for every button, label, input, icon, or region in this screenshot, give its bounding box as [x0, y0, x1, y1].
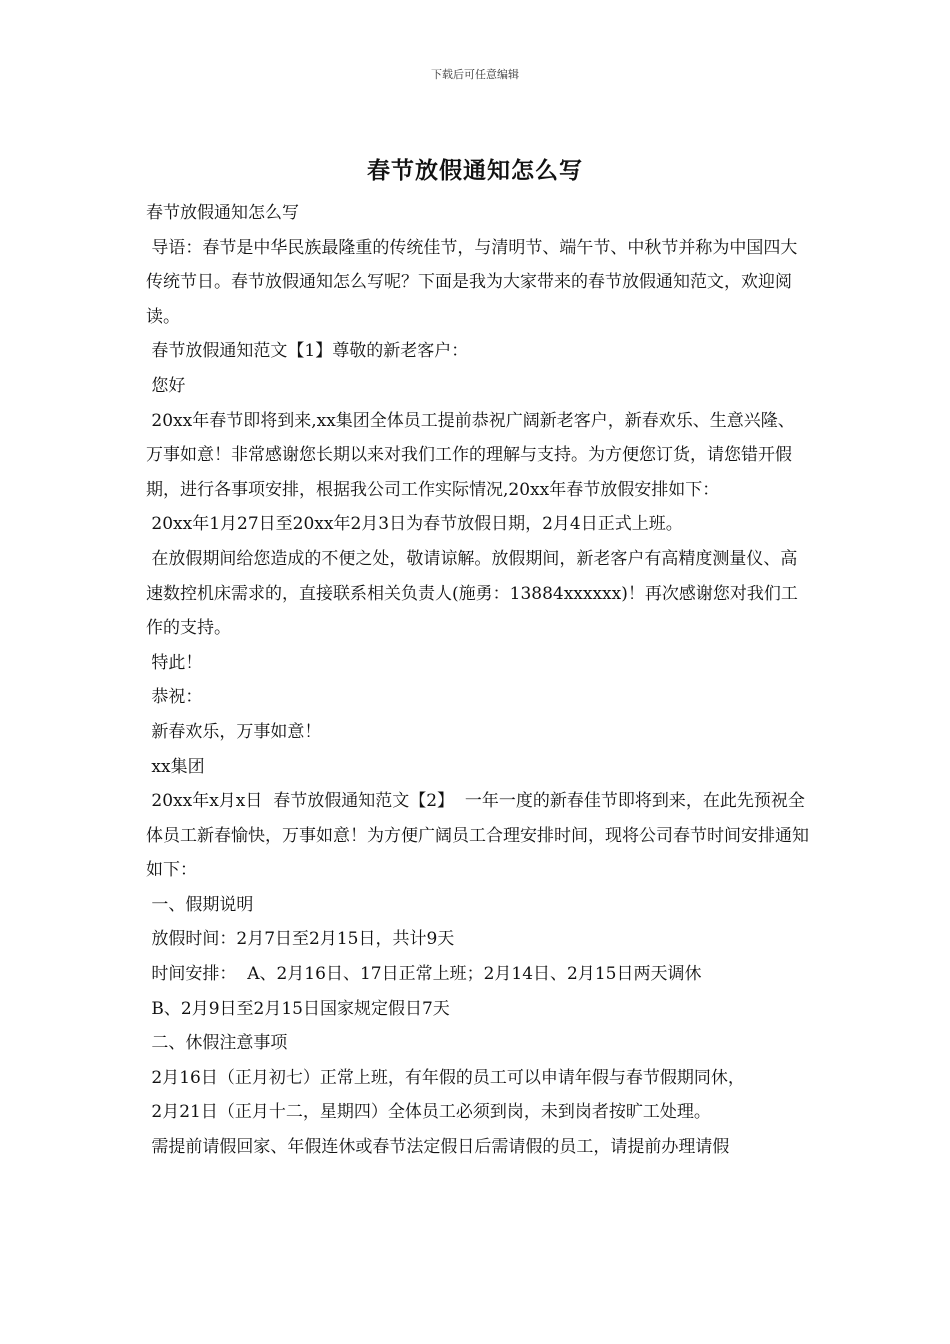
- paragraph: 春节放假通知范文【1】尊敬的新老客户：: [146, 341, 469, 362]
- paragraph: 放假时间：2月7日至2月15日，共计9天: [146, 929, 455, 950]
- paragraph: 20xx年1月27日至20xx年2月3日为春节放假日期，2月4日正式上班。: [146, 514, 683, 535]
- paragraph: xx集团: [146, 756, 205, 777]
- paragraph: 时间安排： A、2月16日、17日正常上班；2月14日、2月15日两天调休: [146, 964, 702, 985]
- paragraph: 二、休假注意事项: [146, 1033, 288, 1054]
- paragraph: 春节放假通知怎么写: [146, 203, 299, 223]
- paragraph: 导语：春节是中华民族最隆重的传统佳节，与清明节、端午节、中秋节并称为中国四大传统节日。春节放假通知怎么写呢？下面是我为大家带来的春节放假通知范文，欢迎阅读。: [146, 237, 798, 327]
- document-title: 春节放假通知怎么写: [367, 157, 583, 184]
- paragraph: 新春欢乐，万事如意！: [146, 721, 322, 742]
- paragraph: 2月21日（正月十二，星期四）全体员工必须到岗，未到岗者按旷工处理。: [146, 1102, 711, 1123]
- paragraph: 20xx年春节即将到来,xx集团全体员工提前恭祝广阔新老客户，新春欢乐、生意兴隆、万事如意！非常感谢您长期以来对我们工作的理解与支持。为方便您订货，请您错开假期，进行各事项安排，根据我公司工作实际情况,20xx年春节放假安排如下：: [146, 410, 795, 500]
- paragraph: 特此！: [146, 652, 203, 673]
- download-note: 下载后可任意编辑: [431, 68, 519, 81]
- paragraph: 恭祝：: [146, 687, 203, 708]
- paragraph: 20xx年x月x日 春节放假通知范文【2】 一年一度的新春佳节即将到来，在此先预祝全体员工新春愉快，万事如意！为方便广阔员工合理安排时间，现将公司春节时间安排通知如下：: [146, 791, 809, 881]
- paragraph: B、2月9日至2月15日国家规定假日7天: [146, 998, 450, 1019]
- paragraph: 一、假期说明: [146, 894, 254, 915]
- paragraph: 您好: [146, 375, 186, 396]
- paragraph: 在放假期间给您造成的不便之处，敬请谅解。放假期间，新老客户有高精度测量仪、高速数控机床需求的，直接联系相关负责人(施勇：13884xxxxxx)！再次感谢您对我们工作的支持。: [146, 548, 798, 639]
- paragraph: 需提前请假回家、年假连休或春节法定假日后需请假的员工，请提前办理请假: [146, 1137, 730, 1158]
- document-body: [146, 196, 810, 1165]
- paragraph: 2月16日（正月初七）正常上班，有年假的员工可以申请年假与春节假期同休，: [146, 1067, 745, 1088]
